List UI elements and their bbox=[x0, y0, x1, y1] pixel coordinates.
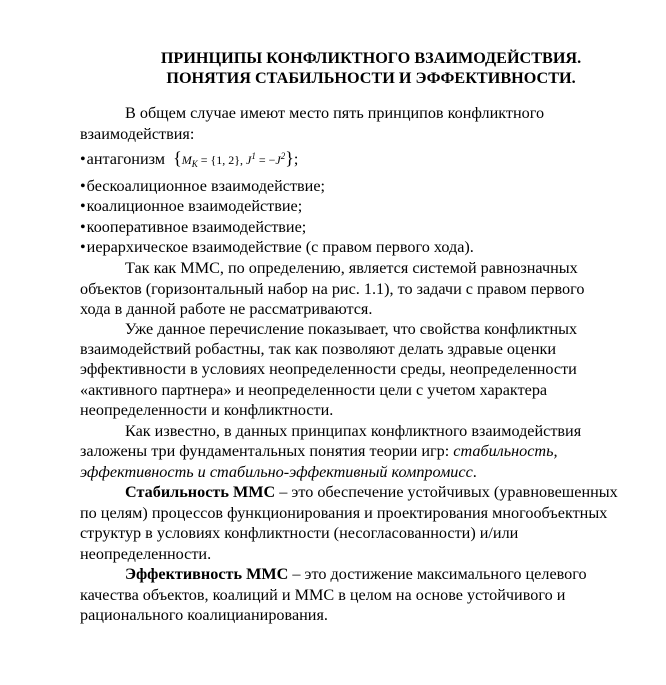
bullet-icon: • bbox=[80, 197, 86, 215]
title-line-1: ПРИНЦИПЫ КОНФЛИКТНОГО ВЗАИМОДЕЙСТВИЯ. bbox=[160, 49, 582, 67]
para3-line-2: заложены три фундаментальных понятия теории игр: стабильность, bbox=[80, 442, 558, 460]
bullet-icon: • bbox=[80, 238, 86, 256]
para1-line-2: объектов (горизонтальный набор на рис. 1.1), то задачи с правом первого bbox=[80, 280, 585, 298]
bullet-item-coalition bbox=[80, 196, 302, 216]
para2-line-4: «активного партнера» и неопределенности цели с учетом характера bbox=[80, 381, 548, 399]
antagonism-formula: {$M_K = \{1$, 2}, $J^1 = -J^2$}; bbox=[173, 148, 299, 169]
term-stability-italic: стабильность, bbox=[453, 442, 558, 460]
para2-line-5: неопределенности и конфликтности. bbox=[80, 401, 334, 419]
efficiency-line-2: качества объектов, коалиций и ММС в целом на основе устойчивого и bbox=[80, 586, 566, 604]
para1-line-3: хода в данной работе не рассматриваются. bbox=[80, 300, 373, 318]
bullet-item-antagonism bbox=[80, 146, 298, 174]
bullet-item-cooperative bbox=[80, 217, 306, 237]
para2-line-1: Уже данное перечисление показывает, что свойства конфликтных bbox=[125, 320, 578, 338]
bullet-icon: • bbox=[80, 150, 86, 168]
stability-line-2: по целям) процессов функционирования и проектирования многообъектных bbox=[80, 504, 608, 522]
bullet-text: антагонизм bbox=[86, 150, 166, 168]
intro-line-2: взаимодействия: bbox=[80, 125, 195, 143]
bullet-text: кооперативное взаимодействие; bbox=[86, 218, 307, 236]
stability-term: Стабильность ММС bbox=[125, 483, 276, 501]
para3-line-3: эффективность и стабильно-эффективный компромисс. bbox=[80, 463, 477, 481]
bullet-icon: • bbox=[80, 177, 86, 195]
bullet-item-hierarchical bbox=[80, 237, 474, 257]
term-efficiency-compromise-italic: эффективность и стабильно-эффективный компромисс bbox=[80, 463, 473, 481]
efficiency-line-1: Эффективность ММС – это достижение максимального целевого bbox=[125, 565, 587, 583]
stability-line-1: Стабильность ММС – это обеспечение устойчивых (уравновешенных bbox=[125, 483, 618, 501]
para2-line-3: эффективности в условиях неопределенности среды, неопределенности bbox=[80, 360, 577, 378]
bullet-item-noncoalition bbox=[80, 176, 325, 196]
title-line-2: ПОНЯТИЯ СТАБИЛЬНОСТИ И ЭФФЕКТИВНОСТИ. bbox=[166, 69, 576, 87]
para1-line-1: Так как ММС, по определению, является системой равнозначных bbox=[125, 259, 578, 277]
bullet-text: коалиционное взаимодействие; bbox=[86, 197, 303, 215]
intro-line-1: В общем случае имеют место пять принципов конфликтного bbox=[125, 104, 545, 122]
stability-line-4: неопределенности. bbox=[80, 545, 212, 563]
stability-line-3: структур в условиях конфликтности (несогласованности) и/или bbox=[80, 524, 519, 542]
para3-line-1: Как известно, в данных принципах конфликтного взаимодействия bbox=[125, 422, 582, 440]
efficiency-term: Эффективность ММС bbox=[125, 565, 289, 583]
para2-line-2: взаимодействий робастны, так как позволяют делать здравые оценки bbox=[80, 340, 557, 358]
bullet-text: бескоалиционное взаимодействие; bbox=[86, 177, 326, 195]
bullet-icon: • bbox=[80, 218, 86, 236]
bullet-text: иерархическое взаимодействие (с правом первого хода). bbox=[86, 238, 474, 256]
efficiency-line-3: рационального коалицианирования. bbox=[80, 606, 328, 624]
